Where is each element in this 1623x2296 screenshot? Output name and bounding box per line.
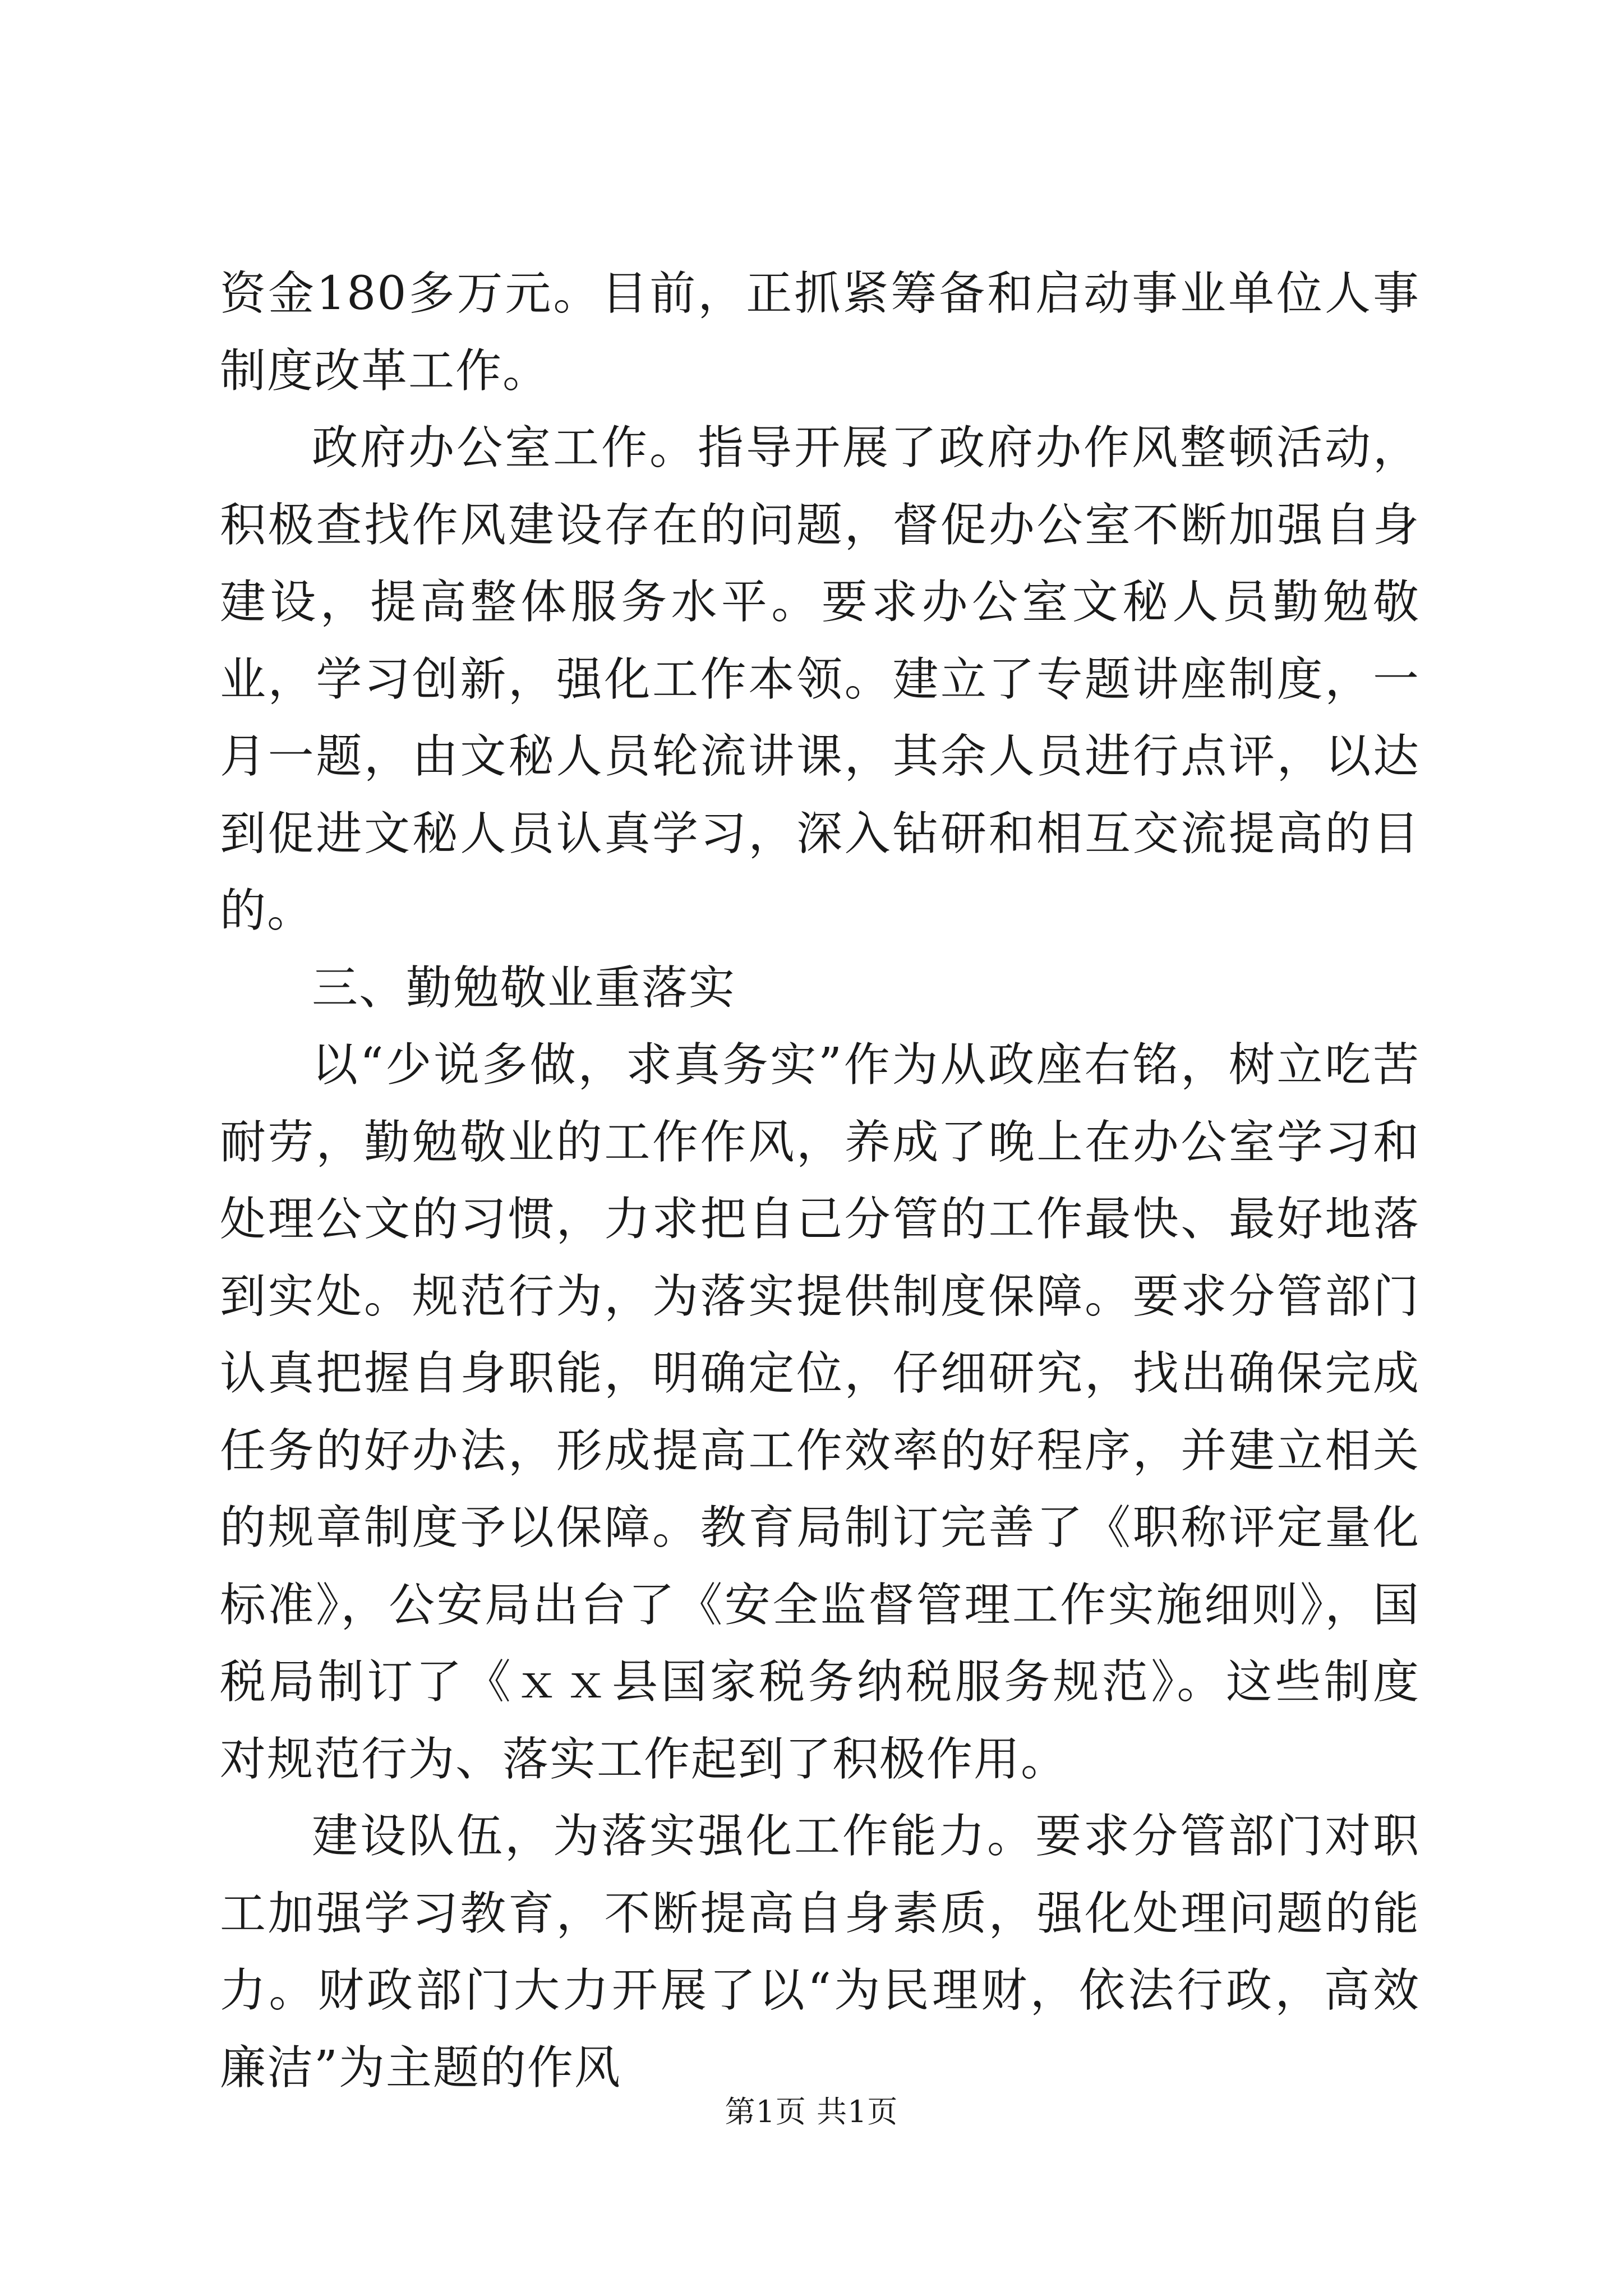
page-number-label: 第1页 共1页 [725, 2094, 898, 2129]
paragraph-work-style: 以“少说多做，求真务实”作为从政座右铭，树立吃苦耐劳，勤勉敬业的工作作风，养成了晚上在办公室学习和处理公文的习惯，力求把自己分管的工作最快、最好地落到实处。规范行为，为落实提供制度保障。要求分管部门认真把握自身职能，明确定位，仔细研究，找出确保完成任务的好办法，形成提高工作效率的好程序，并建立相关的规章制度予以保障。教育局制订完善了《职称评定量化标准》，公安局出台了《安全监督管理工作实施细则》，国税局制订了《ｘｘ县国家税务纳税服务规范》。这些制度对规范行为、落实工作起到了积极作用。 [220, 1038, 1420, 1786]
paragraph-funding-reform: 资金180多万元。目前，正抓紧筹备和启动事业单位人事制度改革工作。 [220, 267, 1420, 398]
paragraph-team-building: 建设队伍，为落实强化工作能力。要求分管部门对职工加强学习教育，不断提高自身素质，强化处理问题的能力。财政部门大力开展了以“为民理财，依法行政，高效廉洁”为主题的作风 [220, 1810, 1420, 2095]
paragraph-government-office: 政府办公室工作。指导开展了政府办作风整顿活动，积极查找作风建设存在的问题，督促办公室不断加强自身建设，提高整体服务水平。要求办公室文秘人员勤勉敬业，学习创新，强化工作本领。建立了专题讲座制度，一月一题，由文秘人员轮流讲课，其余人员进行点评，以达到促进文秘人员认真学习，深入钻研和相互交流提高的目的。 [220, 421, 1420, 937]
document-body [220, 255, 1420, 2106]
page-footer [0, 2092, 1623, 2132]
section-heading-diligence: 三、勤勉敬业重落实 [312, 961, 736, 1015]
